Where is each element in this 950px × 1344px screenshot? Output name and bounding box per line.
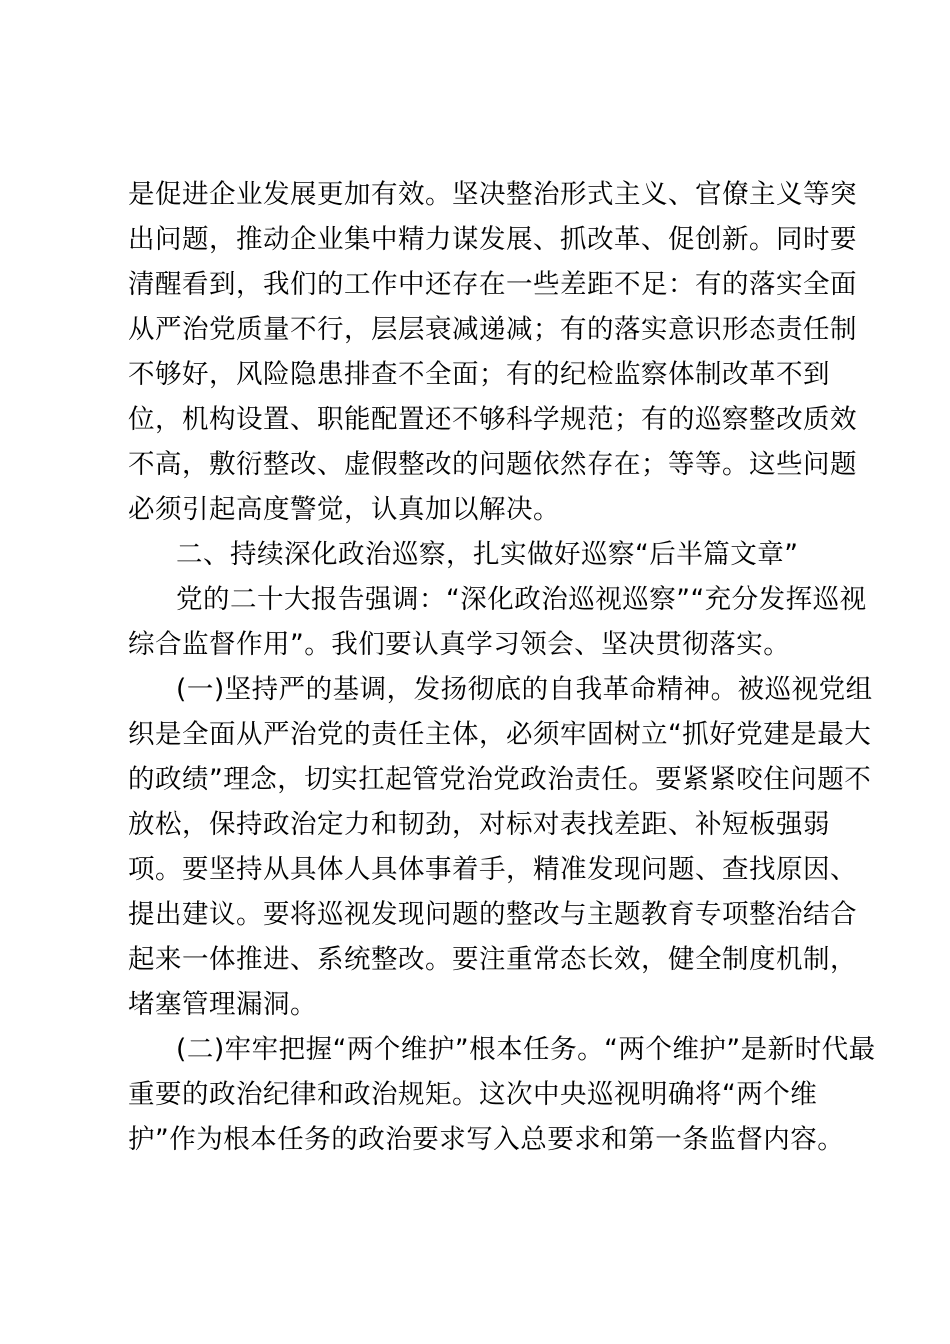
text-line: 项。要坚持从具体人具体事着手，精准发现问题、查找原因、 [128,854,857,885]
section-heading: 二、持续深化政治巡察，扎实做好巡察“后半篇文章” [176,539,799,570]
text-line: 清醒看到，我们的工作中还存在一些差距不足：有的落实全面 [128,269,857,300]
text-line: (二)牢牢把握“两个维护”根本任务。“两个维护”是新时代最 [176,1034,876,1065]
text-line: 位，机构设置、职能配置还不够科学规范；有的巡察整改质效 [128,404,857,435]
text-line: 党的二十大报告强调：“深化政治巡视巡察”“充分发挥巡视 [176,584,867,615]
text-line: 放松，保持政治定力和韧劲，对标对表找差距、补短板强弱 [128,809,830,840]
text-line: (一)坚持严的基调，发扬彻底的自我革命精神。被巡视党组 [176,674,873,705]
text-line: 堵塞管理漏洞。 [128,989,317,1020]
text-line: 综合监督作用”。我们要认真学习领会、坚决贯彻落实。 [128,629,791,660]
text-line: 重要的政治纪律和政治规矩。这次中央巡视明确将“两个维 [128,1079,818,1110]
text-line: 不够好，风险隐患排查不全面；有的纪检监察体制改革不到 [128,359,830,390]
text-line: 出问题，推动企业集中精力谋发展、抓改革、促创新。同时要 [128,224,857,255]
text-line: 的政绩”理念，切实扛起管党治党政治责任。要紧紧咬住问题不 [128,764,872,795]
text-line: 是促进企业发展更加有效。坚决整治形式主义、官僚主义等突 [128,179,857,210]
text-line: 起来一体推进、系统整改。要注重常态长效，健全制度机制， [128,944,857,975]
text-line: 从严治党质量不行，层层衰减递减；有的落实意识形态责任制 [128,314,857,345]
text-line: 必须引起高度警觉，认真加以解决。 [128,494,560,525]
text-line: 护”作为根本任务的政治要求写入总要求和第一条监督内容。 [128,1124,845,1155]
text-line: 织是全面从严治党的责任主体，必须牢固树立“抓好党建是最大 [128,719,872,750]
text-line: 不高，敷衍整改、虚假整改的问题依然存在；等等。这些问题 [128,449,857,480]
text-line: 提出建议。要将巡视发现问题的整改与主题教育专项整治结合 [128,899,857,930]
